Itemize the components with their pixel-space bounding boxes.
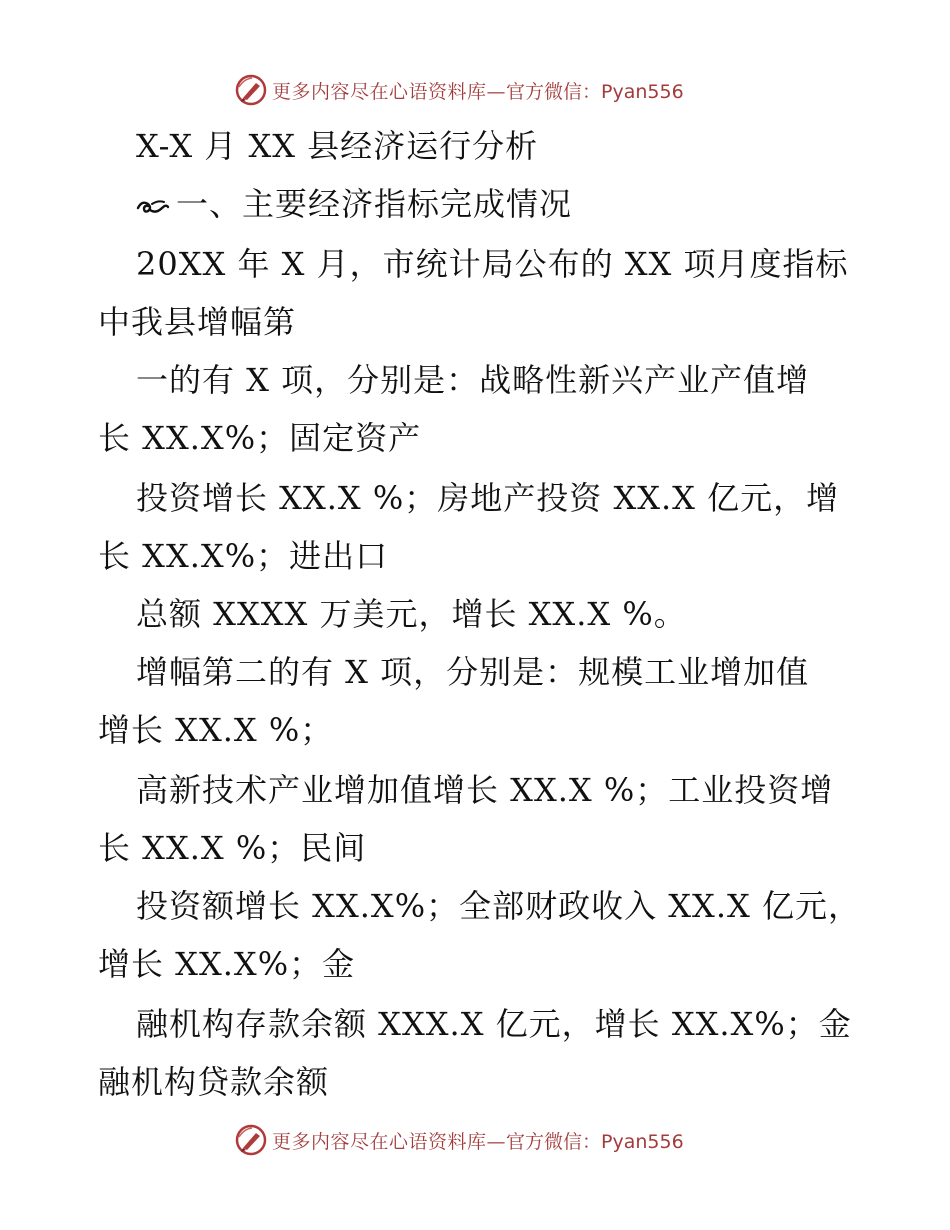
paragraph-line: 增长 XX.X%；金	[98, 945, 356, 983]
footer-banner	[234, 1123, 684, 1157]
paragraph-line: 增长 XX.X %；	[98, 711, 334, 749]
paragraph-line: 长 XX.X %；民间	[98, 829, 367, 867]
banner-wechat: 官方微信：Pyan556	[506, 1130, 684, 1153]
paragraph-line: 总额 XXXX 万美元，增长 XX.X %。	[136, 595, 687, 633]
paragraph-line: 投资额增长 XX.X%；全部财政收入 XX.X 亿元，	[136, 887, 861, 925]
banner-title: 更多内容尽在心语资料库—	[272, 80, 507, 103]
banner-wechat: 官方微信：Pyan556	[506, 80, 684, 103]
paragraph-line: 投资增长 XX.X %；房地产投资 XX.X 亿元，增	[136, 479, 840, 517]
banner-title: 更多内容尽在心语资料库—	[272, 1130, 507, 1153]
paragraph-line: 长 XX.X%；固定资产	[98, 419, 422, 457]
paragraph-line: 中我县增幅第	[98, 303, 297, 341]
paragraph-line: 一的有 X 项，分别是：战略性新兴产业产值增	[136, 361, 810, 399]
pen-logo-icon	[234, 1123, 268, 1157]
paragraph-line: 20XX 年 X 月，市统计局公布的 XX 项月度指标	[136, 245, 849, 283]
paragraph-line: 高新技术产业增加值增长 XX.X %；工业投资增	[136, 771, 834, 809]
scroll-ornament-icon	[136, 196, 170, 218]
paragraph-line: 融机构贷款余额	[98, 1063, 330, 1101]
section-heading-text: 一、主要经济指标完成情况	[176, 185, 573, 223]
paragraph-line: 融机构存款余额 XXX.X 亿元，增长 XX.X%；金	[136, 1005, 852, 1043]
header-banner	[234, 73, 684, 107]
section-heading	[136, 184, 572, 224]
paragraph-line: 长 XX.X%；进出口	[98, 537, 389, 575]
paragraph-line: 增幅第二的有 X 项，分别是：规模工业增加值	[136, 653, 810, 691]
document-title: X-X 月 XX 县经济运行分析	[136, 127, 539, 165]
pen-logo-icon	[234, 73, 268, 107]
